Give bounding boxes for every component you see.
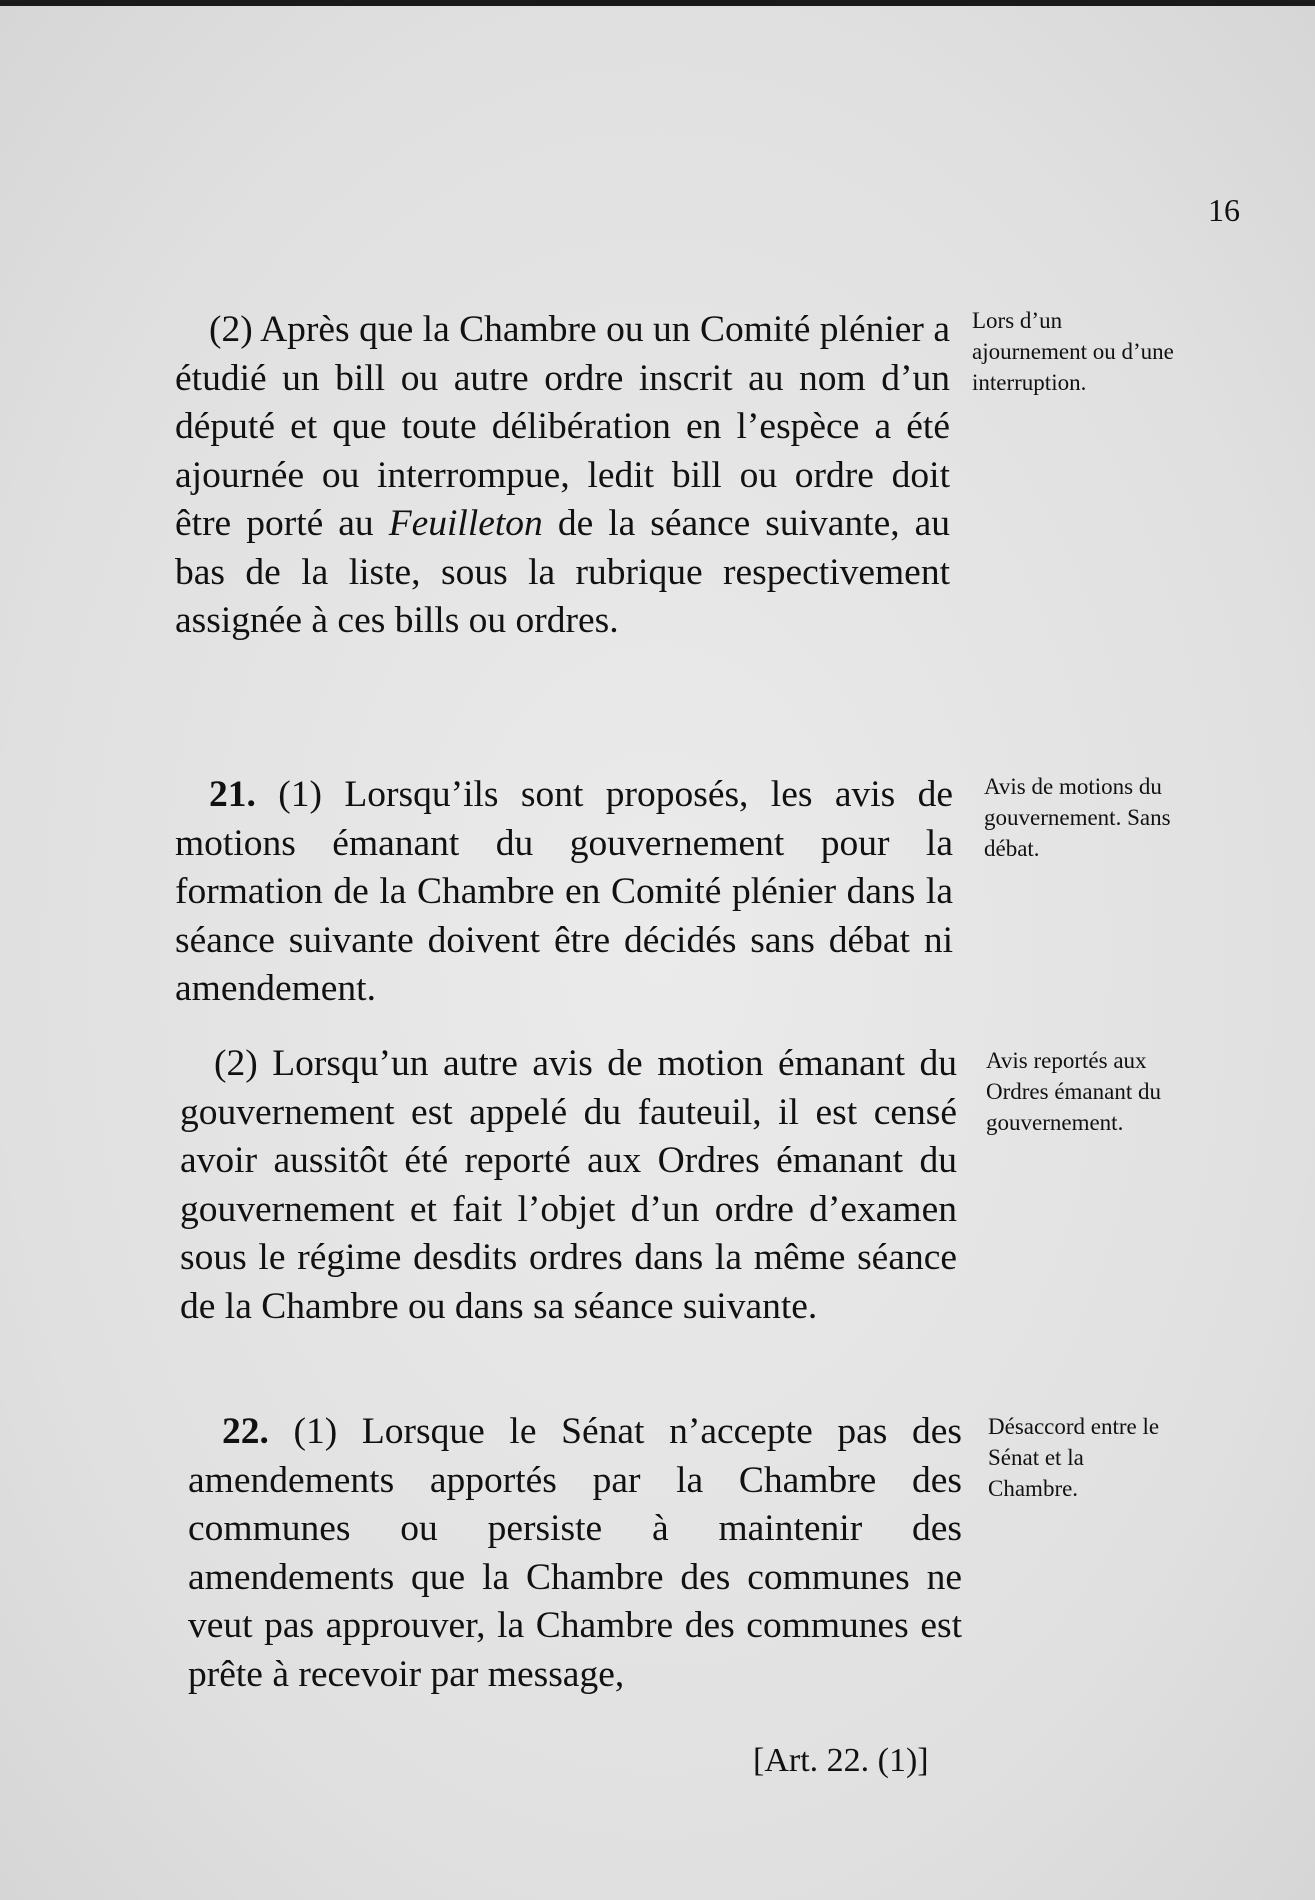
section-article-21-2 (180, 1040, 957, 1331)
section-para-2 (175, 306, 950, 646)
document-page (0, 6, 1315, 1900)
margin-note-senate-disagreement: Désaccord entre le Sénat et la Chambre. (988, 1414, 1160, 1501)
para-text: (2) Lorsqu’un autre avis de motion émanant du gouvernement est appelé du fauteuil, il est censé avoir aussitôt été reporté aux Ordres émanant du gouvernement et fait l’objet d’un ordre d’examen sous le régime desdits ordres dans la même séance de la Chambre ou dans sa séance suivante. (180, 1043, 957, 1327)
section-article-21-1 (175, 771, 953, 1014)
margin-note-reported-notices: Avis reportés aux Ordres émanant du gouvernement. (986, 1048, 1161, 1135)
article-number: 21. (209, 774, 256, 815)
page-number: 16 (1208, 192, 1240, 228)
margin-note-government-motions: Avis de motions du gouvernement. Sans débat. (984, 774, 1171, 861)
para-text-b: de la séance suivante, au bas de la liste, sous la rubrique respectivement assignée à ces bills ou ordres. (175, 503, 950, 641)
italic-term: Feuilleton (388, 503, 543, 544)
paragraph-text (180, 1040, 957, 1331)
para-text: (1) Lorsqu’ils sont proposés, les avis de motions émanant du gouvernement pour la formation de la Chambre en Comité plénier dans la séance suivante doivent être décidés sans débat ni amendement. (175, 774, 953, 1009)
footer-article-reference: [Art. 22. (1)] (753, 1742, 929, 1779)
paragraph-text (175, 771, 953, 1014)
margin-note-adjournment: Lors d’un ajournement ou d’une interruption. (972, 308, 1174, 395)
paragraph-text (188, 1408, 962, 1699)
section-article-22-1 (188, 1408, 962, 1699)
paragraph-text (175, 306, 950, 646)
para-text: (1) Lorsque le Sénat n’accepte pas des amendements apportés par la Chambre des communes ou persiste à maintenir des amendements que la Chambre des communes ne veut pas approuver, la Chambre des communes est prête à recevoir par message, (188, 1411, 962, 1695)
para-text-a: (2) Après que la Chambre ou un Comité plénier a étudié un bill ou autre ordre inscrit au nom d’un député et que toute délibération en l’espèce a été ajournée ou interrompue, ledit bill ou ordre doit être porté au (175, 309, 950, 544)
article-number: 22. (222, 1411, 269, 1452)
